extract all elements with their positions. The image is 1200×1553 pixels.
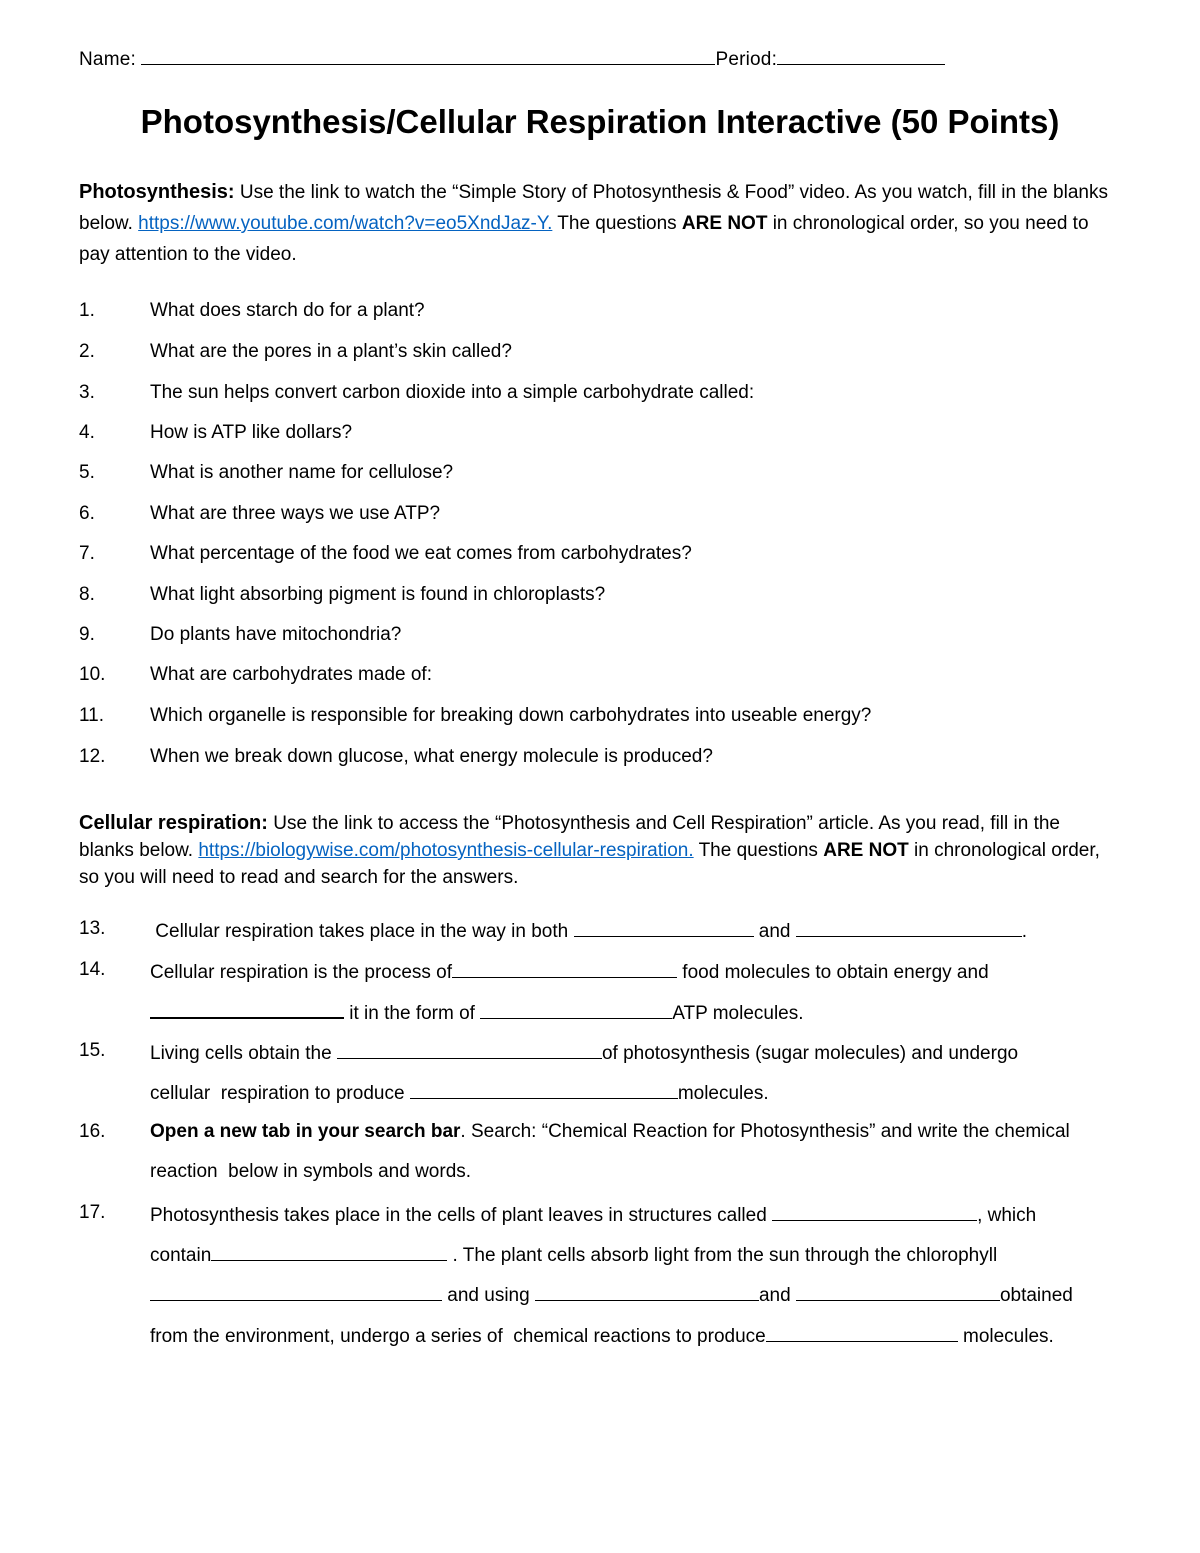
period-blank[interactable] <box>777 46 945 65</box>
photosynthesis-intro-text: Use the link to watch the “Simple Story of Photosynthesis & Food” video. As you watch, fill in the blanks below. <box>79 182 1108 234</box>
emphasis-are-not: ARE NOT <box>681 213 768 234</box>
question-text: What does starch do for a plant? <box>150 300 425 321</box>
question-text: What are three ways we use ATP? <box>150 503 441 524</box>
question-text <box>150 1080 769 1105</box>
name-label: Name: <box>79 49 136 70</box>
question-number: 11. <box>79 705 105 726</box>
question-number: 12. <box>79 746 106 767</box>
respiration-intro-text: Use the link to access the “Photosynthesis and Cell Respiration” article. As you read, fill in the blanks below. <box>79 813 1060 861</box>
question-text <box>150 918 1027 943</box>
question-text <box>150 959 989 984</box>
q17-text-e: and using <box>442 1285 535 1306</box>
question-text <box>150 1040 1018 1065</box>
respiration-intro-text-2: The questions <box>693 840 824 861</box>
respiration-intro-text-3: in chronological order, so you will need to read and search for the answers. <box>79 840 1100 888</box>
q17-text-g: obtained <box>999 1285 1073 1306</box>
question-number: 14. <box>79 959 106 980</box>
question-number: 3. <box>79 382 95 403</box>
question-text: Do plants have mitochondria? <box>150 624 402 645</box>
page-title: Photosynthesis/Cellular Respiration Interactive (50 Points) <box>140 103 1060 140</box>
question-text: What percentage of the food we eat comes from carbohydrates? <box>150 543 692 564</box>
photosynthesis-intro-text-2: The questions <box>552 213 682 234</box>
q17-text-i: molecules. <box>957 1326 1054 1347</box>
question-number: 17. <box>79 1202 106 1223</box>
q17-text-f: and <box>758 1285 796 1306</box>
question-text <box>150 1202 1036 1227</box>
photosynthesis-heading: Photosynthesis: <box>79 181 235 203</box>
question-number: 5. <box>79 462 95 483</box>
period-label: Period: <box>715 49 778 70</box>
q15-text-c: cellular respiration to produce <box>150 1083 410 1104</box>
emphasis-are-not-2: ARE NOT <box>823 840 909 861</box>
q17-blank-3[interactable] <box>150 1282 442 1301</box>
q17-text-h: from the environment, undergo a series of chemical reactions to produce <box>150 1326 766 1347</box>
question-number: 6. <box>79 503 95 524</box>
q15-blank-2[interactable] <box>410 1080 678 1099</box>
youtube-link[interactable]: https://www.youtube.com/watch?v=eo5XndJaz-Y. <box>138 213 553 234</box>
q14-blank-3[interactable] <box>480 1000 672 1019</box>
q13-blank-2[interactable] <box>796 918 1022 937</box>
name-blank[interactable] <box>141 46 715 65</box>
photosynthesis-intro <box>79 177 1109 270</box>
question-text: When we break down glucose, what energy molecule is produced? <box>150 746 713 767</box>
question-number: 9. <box>79 624 95 645</box>
q17-blank-2[interactable] <box>211 1242 447 1261</box>
question-number: 16. <box>79 1121 106 1142</box>
question-text <box>150 1323 1054 1348</box>
respiration-intro <box>79 810 1119 891</box>
question-text: What light absorbing pigment is found in chloroplasts? <box>150 584 606 605</box>
question-number: 15. <box>79 1040 106 1061</box>
q14-text-d: ATP molecules. <box>672 1003 804 1024</box>
question-text: Which organelle is responsible for breaking down carbohydrates into useable energy? <box>150 705 872 726</box>
q17-text-d: . The plant cells absorb light from the sun through the chlorophyll <box>447 1245 998 1266</box>
question-text <box>150 1242 997 1267</box>
q17-text-c: contain <box>150 1245 212 1266</box>
q17-blank-5[interactable] <box>796 1282 1000 1301</box>
header-line <box>79 46 945 71</box>
question-text: What are the pores in a plant’s skin called? <box>150 341 512 362</box>
q13-text-a: Cellular respiration takes place in the way in both <box>150 921 574 942</box>
question-text: What is another name for cellulose? <box>150 462 454 483</box>
q13-blank-1[interactable] <box>574 918 754 937</box>
question-number: 13. <box>79 918 106 939</box>
q15-blank-1[interactable] <box>337 1040 602 1059</box>
q14-blank-1[interactable] <box>452 959 677 978</box>
question-number: 7. <box>79 543 95 564</box>
q14-text-b: food molecules to obtain energy and <box>677 962 989 983</box>
q17-text-a: Photosynthesis takes place in the cells of plant leaves in structures called <box>150 1205 773 1226</box>
question-number: 2. <box>79 341 95 362</box>
photosynthesis-intro-text-3: in chronological order, so you need to pay attention to the video. <box>79 213 1089 265</box>
question-text: reaction below in symbols and words. <box>150 1161 472 1182</box>
q17-blank-4[interactable] <box>535 1282 759 1301</box>
q16-text-a: . Search: “Chemical Reaction for Photosynthesis” and write the chemical <box>460 1121 1070 1142</box>
question-text <box>150 1282 1073 1307</box>
question-text: The sun helps convert carbon dioxide into a simple carbohydrate called: <box>150 382 755 403</box>
question-number: 10. <box>79 664 106 685</box>
question-text: What are carbohydrates made of: <box>150 664 432 685</box>
q15-text-b: of photosynthesis (sugar molecules) and undergo <box>601 1043 1019 1064</box>
respiration-heading: Cellular respiration: <box>79 812 268 834</box>
question-number: 1. <box>79 300 95 321</box>
question-number: 4. <box>79 422 95 443</box>
q15-text-d: molecules. <box>677 1083 769 1104</box>
q17-blank-1[interactable] <box>772 1202 977 1221</box>
q17-blank-6[interactable] <box>766 1323 958 1342</box>
q17-text-b: , which <box>977 1205 1037 1226</box>
q14-blank-2[interactable] <box>150 999 344 1019</box>
question-number: 8. <box>79 584 95 605</box>
question-text: How is ATP like dollars? <box>150 422 353 443</box>
q13-text-c: . <box>1021 921 1028 942</box>
q14-text-a: Cellular respiration is the process of <box>150 962 453 983</box>
q14-text-c: it in the form of <box>344 1003 481 1024</box>
biologywise-link[interactable]: https://biologywise.com/photosynthesis-cellular-respiration. <box>198 840 694 861</box>
question-text <box>150 999 804 1025</box>
question-text <box>150 1121 1070 1143</box>
q15-text-a: Living cells obtain the <box>150 1043 337 1064</box>
q16-bold-text: Open a new tab in your search bar <box>150 1121 461 1142</box>
q13-text-b: and <box>753 921 796 942</box>
